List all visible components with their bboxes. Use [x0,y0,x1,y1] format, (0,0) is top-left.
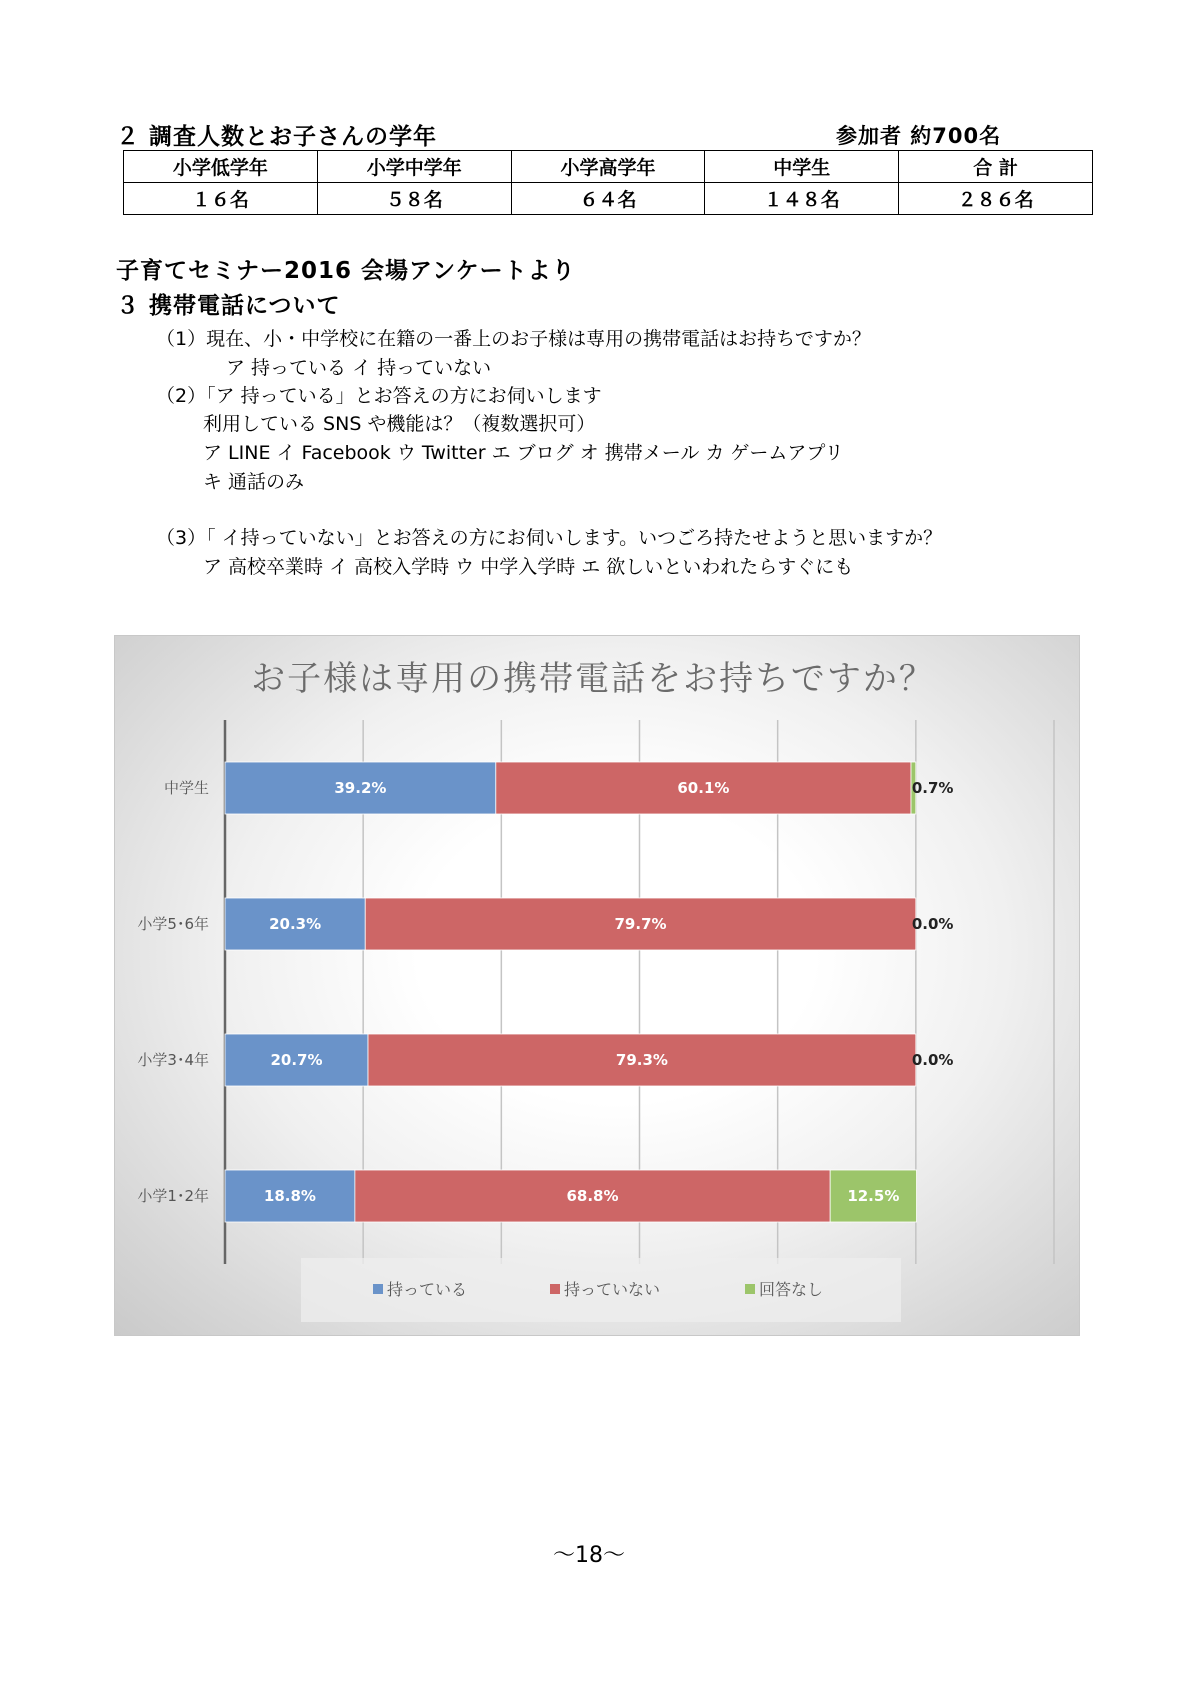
question-2-options-extra: キ 通話のみ [203,471,305,493]
legend-label: 持っている [387,1280,468,1299]
chart-container [114,635,1080,1336]
question-3-options: ア 高校卒業時 イ 高校入学時 ウ 中学入学時 エ 欲しいといわれたらすぐにも [203,556,854,578]
legend-label: 回答なし [759,1280,824,1299]
table-header-row [124,151,1093,183]
table-header-cell: 小学高学年 [511,151,705,183]
legend-swatch [550,1284,560,1294]
table-cell: ２８６名 [899,183,1093,215]
chart-title: お子様は専用の携帯電話をお持ちですか？ [251,659,935,699]
data-label: 0.0% [911,1051,954,1069]
legend-swatch [745,1284,755,1294]
question-2-sub: 利用している SNS や機能は？（複数選択可） [203,413,596,435]
survey-count-table [123,150,1093,215]
data-label: 60.1% [677,779,730,797]
page-number: ～18～ [553,1543,625,1568]
data-label: 79.3% [615,1051,668,1069]
data-label: 39.2% [334,779,387,797]
table-cell: ５８名 [317,183,511,215]
section3-title: ３ 携帯電話について [116,293,341,319]
data-label: 12.5% [847,1187,900,1205]
survey-title: 子育てセミナー2016 会場アンケートより [116,258,576,284]
data-label: 0.0% [911,915,954,933]
data-label: 18.8% [263,1187,316,1205]
legend-label: 持っていない [564,1280,661,1299]
chart-bars [225,762,953,1222]
participants-count: 参加者 約700名 [836,124,1002,148]
data-label: 20.7% [270,1051,323,1069]
data-label: 68.8% [566,1187,619,1205]
table-cell: １４８名 [705,183,899,215]
section2-title: ２ 調査人数とお子さんの学年 [116,124,438,150]
table-row [124,183,1093,215]
category-label: 中学生 [163,779,209,797]
stacked-bar-chart [115,636,1079,1335]
category-label: 小学1･2年 [137,1187,209,1205]
question-1-options: ア 持っている イ 持っていない [226,357,492,379]
data-label: 79.7% [614,915,667,933]
category-label: 小学3･4年 [137,1051,209,1069]
table-header-cell: 中学生 [705,151,899,183]
table-header-cell: 小学低学年 [124,151,318,183]
data-label: 20.3% [269,915,322,933]
table-header-cell: 合 計 [899,151,1093,183]
table-cell: １６名 [124,183,318,215]
legend-swatch [373,1284,383,1294]
table-cell: ６４名 [511,183,705,215]
data-label: 0.7% [911,779,954,797]
chart-category-labels [137,779,209,1205]
category-label: 小学5･6年 [137,915,209,933]
question-2-options: ア LINE イ Facebook ウ Twitter エ ブログ オ 携帯メール カ ゲームアプリ [203,442,844,464]
question-1: （1）現在、小・中学校に在籍の一番上のお子様は専用の携帯電話はお持ちですか？ [156,328,871,350]
table-header-cell: 小学中学年 [317,151,511,183]
question-3: （3）「 イ持っていない」とお答えの方にお伺いします。いつごろ持たせようと思いますか？ [156,527,943,549]
question-2: （2）「ア 持っている」とお答えの方にお伺いします [156,385,602,407]
